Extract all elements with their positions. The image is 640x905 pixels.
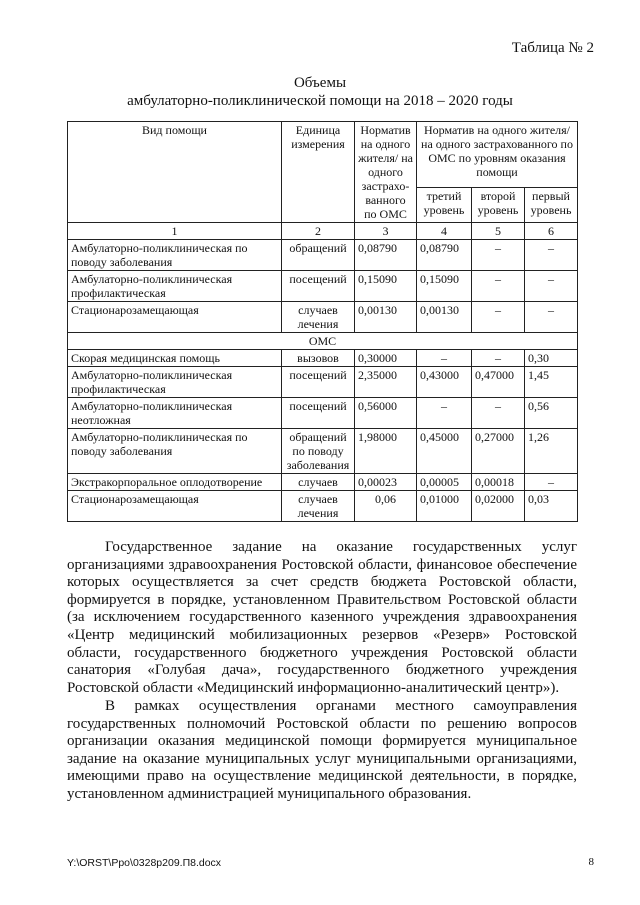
col-number: 2 bbox=[282, 223, 355, 240]
cell-level3: 0,00005 bbox=[417, 474, 472, 491]
table-row bbox=[68, 350, 578, 367]
header-level3: третий уровень bbox=[417, 188, 472, 223]
cell-level1: – bbox=[525, 474, 578, 491]
cell-norm: 0,56000 bbox=[355, 398, 417, 429]
cell-level3: – bbox=[417, 350, 472, 367]
cell-unit: случаев лечения bbox=[282, 302, 355, 333]
paragraph-text: Государственное задание на оказание государственных услуг организациями здравоохранения Ростовской области, финансовое обеспечение которых осуществляется за счет средств бюджета Ростовской области, формируется в порядке, установленном Правительством Ростовской области (за исключением государственного казенного учреждения здравоохранения «Центр медицинский мобилизационных резервов «Резерв» Ростовской области, государственного бюджетного учреждения Ростовской области санатория «Голубая дача», государственного бюджетного учреждения Ростовской области «Медицинский информационно-аналитический центр»). bbox=[67, 539, 577, 696]
col-number: 3 bbox=[355, 223, 417, 240]
table-title-line1: Объемы bbox=[293, 75, 347, 91]
cell-level2: – bbox=[472, 398, 525, 429]
cell-vid: Стационарозамещающая bbox=[68, 491, 282, 522]
cell-vid: Скорая медицинская помощь bbox=[68, 350, 282, 367]
cell-level3: – bbox=[417, 398, 472, 429]
cell-level3: 0,15090 bbox=[417, 271, 472, 302]
cell-level3: 0,01000 bbox=[417, 491, 472, 522]
table-title-line2: амбулаторно-поликлинической помощи на 2018 – 2020 годы bbox=[127, 93, 513, 109]
col-number: 5 bbox=[472, 223, 525, 240]
cell-unit: посещений bbox=[282, 367, 355, 398]
cell-norm: 0,15090 bbox=[355, 271, 417, 302]
cell-norm: 0,06 bbox=[355, 491, 417, 522]
cell-level1: 1,45 bbox=[525, 367, 578, 398]
cell-level1: – bbox=[525, 302, 578, 333]
cell-level3: 0,00130 bbox=[417, 302, 472, 333]
cell-level1: – bbox=[525, 240, 578, 271]
table-row bbox=[68, 474, 578, 491]
cell-norm: 0,00023 bbox=[355, 474, 417, 491]
col-number: 6 bbox=[525, 223, 578, 240]
cell-level2: – bbox=[472, 271, 525, 302]
cell-level2: – bbox=[472, 240, 525, 271]
table-row bbox=[68, 302, 578, 333]
header-norm1: Норматив на одного жителя/ на одного застрахо-ванного по ОМС bbox=[355, 122, 417, 223]
cell-level1: 0,56 bbox=[525, 398, 578, 429]
cell-unit: посещений bbox=[282, 398, 355, 429]
cell-level1: – bbox=[525, 271, 578, 302]
cell-level3: 0,45000 bbox=[417, 429, 472, 474]
cell-norm: 0,08790 bbox=[355, 240, 417, 271]
header-vid: Вид помощи bbox=[68, 122, 282, 223]
cell-norm: 0,30000 bbox=[355, 350, 417, 367]
header-unit: Единица измерения bbox=[282, 122, 355, 223]
table-row bbox=[68, 240, 578, 271]
column-number-row bbox=[68, 223, 578, 240]
cell-norm: 0,00130 bbox=[355, 302, 417, 333]
paragraph-text: В рамках осуществления органами местного самоуправления государственных полномочий Ростовской области по решению вопросов организации оказания медицинской помощи формируется муниципальное задание на оказание муниципальных услуг муниципальными организациями, имеющими право на осуществление медицинской деятельности, в порядке, установленном администрацией муниципального образования. bbox=[67, 698, 577, 802]
cell-vid: Амбулаторно-поликлиническая по поводу заболевания bbox=[68, 240, 282, 271]
cell-level1: 0,30 bbox=[525, 350, 578, 367]
header-norm-group: Норматив на одного жителя/ на одного застрахованного по ОМС по уровням оказания помощи bbox=[417, 122, 578, 188]
page-number: 8 bbox=[588, 856, 594, 868]
volumes-table bbox=[67, 121, 578, 522]
cell-vid: Экстракорпоральное оплодотворение bbox=[68, 474, 282, 491]
cell-level2: – bbox=[472, 350, 525, 367]
cell-level2: – bbox=[472, 302, 525, 333]
cell-level1: 1,26 bbox=[525, 429, 578, 474]
section-row-oms bbox=[68, 333, 578, 350]
cell-vid: Амбулаторно-поликлиническая по поводу заболевания bbox=[68, 429, 282, 474]
cell-level2: 0,47000 bbox=[472, 367, 525, 398]
cell-vid: Амбулаторно-поликлиническая неотложная bbox=[68, 398, 282, 429]
cell-norm: 2,35000 bbox=[355, 367, 417, 398]
section-label-oms: ОМС bbox=[68, 333, 578, 350]
footer-file-path: Y:\ORST\Ppo\0328p209.П8.docx bbox=[67, 857, 222, 869]
col-number: 4 bbox=[417, 223, 472, 240]
col-number: 1 bbox=[68, 223, 282, 240]
table-label: Таблица № 2 bbox=[511, 40, 594, 56]
header-level1: первый уровень bbox=[525, 188, 578, 223]
cell-unit: обращений bbox=[282, 240, 355, 271]
cell-unit: случаев bbox=[282, 474, 355, 491]
cell-level2: 0,00018 bbox=[472, 474, 525, 491]
header-level2: второй уровень bbox=[472, 188, 525, 223]
cell-level2: 0,27000 bbox=[472, 429, 525, 474]
cell-unit: обращений по поводу заболевания bbox=[282, 429, 355, 474]
table-row bbox=[68, 367, 578, 398]
table-row bbox=[68, 271, 578, 302]
cell-unit: случаев лечения bbox=[282, 491, 355, 522]
table-row bbox=[68, 398, 578, 429]
cell-level3: 0,08790 bbox=[417, 240, 472, 271]
table-row bbox=[68, 429, 578, 474]
paragraph-state-assignment bbox=[67, 539, 577, 697]
cell-level3: 0,43000 bbox=[417, 367, 472, 398]
cell-vid: Амбулаторно-поликлиническая профилактическая bbox=[68, 367, 282, 398]
table-header-row bbox=[68, 122, 578, 188]
cell-unit: посещений bbox=[282, 271, 355, 302]
cell-level2: 0,02000 bbox=[472, 491, 525, 522]
cell-unit: вызовов bbox=[282, 350, 355, 367]
paragraph-municipal-assignment bbox=[67, 698, 577, 804]
table-row bbox=[68, 491, 578, 522]
cell-norm: 1,98000 bbox=[355, 429, 417, 474]
cell-vid: Амбулаторно-поликлиническая профилактическая bbox=[68, 271, 282, 302]
cell-vid: Стационарозамещающая bbox=[68, 302, 282, 333]
cell-level1: 0,03 bbox=[525, 491, 578, 522]
